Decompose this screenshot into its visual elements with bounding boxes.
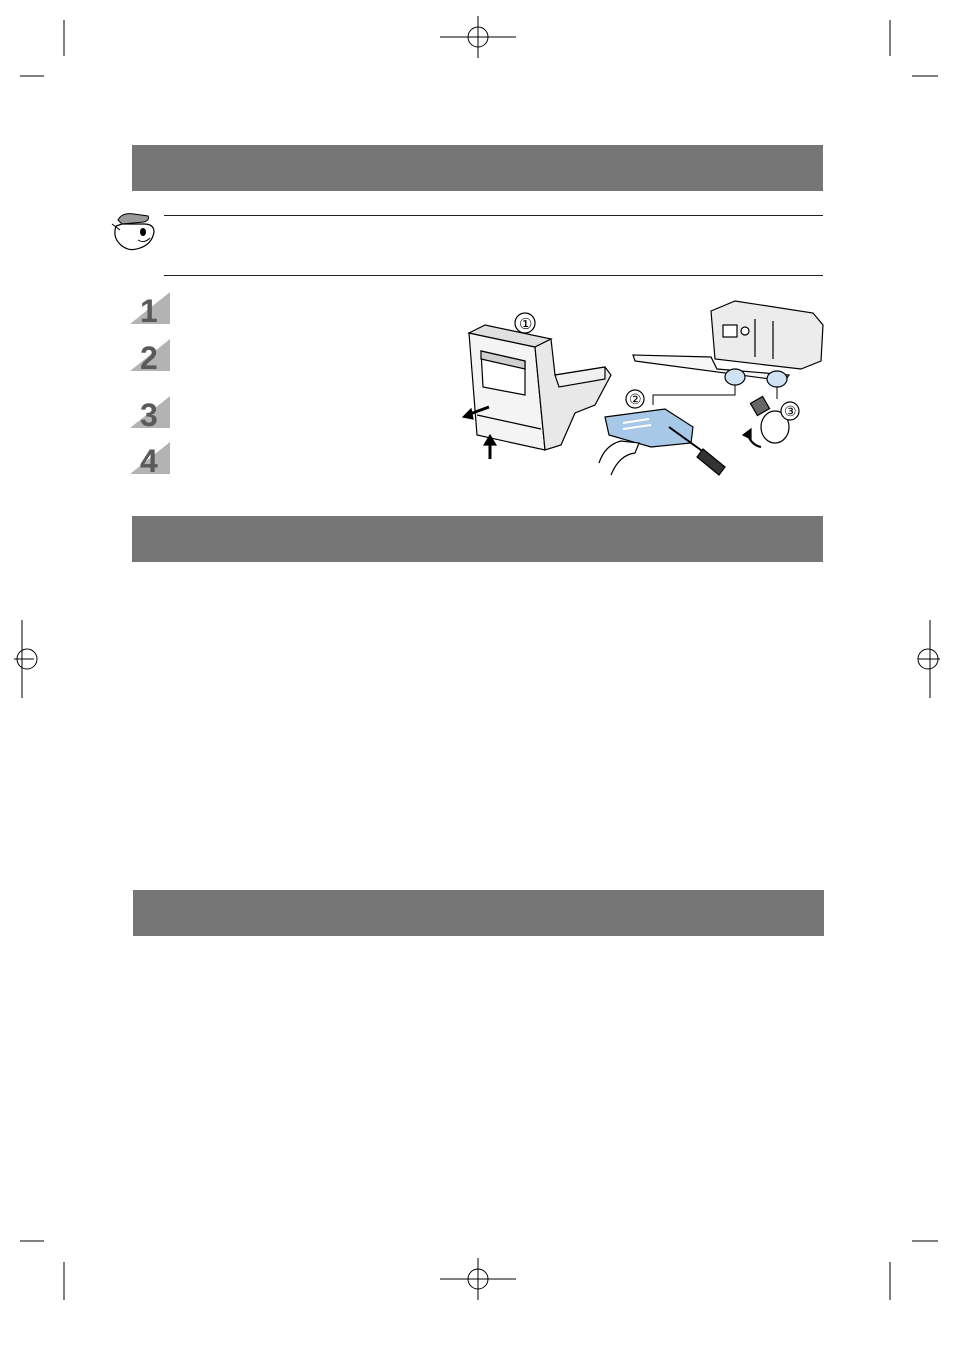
lamp-replacement-illustration — [455, 295, 830, 485]
callout-2-label: ② — [629, 391, 642, 407]
step-3-badge — [130, 396, 170, 432]
step-3-number: 3 — [140, 397, 158, 432]
step-4-badge — [130, 442, 170, 478]
drawer-illustration — [469, 325, 611, 450]
section-header-1 — [132, 145, 823, 191]
step-4 — [130, 442, 170, 478]
callout-1-label: ① — [519, 316, 533, 333]
section-header-3 — [133, 890, 824, 936]
step-1-number: 1 — [140, 293, 158, 328]
chef-mascot-icon — [108, 210, 162, 256]
step-2-badge — [130, 339, 170, 375]
note-top-rule — [164, 215, 823, 216]
step-1 — [130, 292, 170, 328]
lamp-housing-illustration — [633, 301, 823, 381]
step-2-number: 2 — [140, 340, 158, 375]
hand-illustration — [599, 441, 639, 475]
step-2 — [130, 339, 170, 375]
step-list — [130, 292, 430, 482]
step-4-number: 4 — [140, 443, 158, 478]
step-1-badge — [130, 292, 170, 328]
section-header-2 — [132, 516, 823, 562]
note-block — [108, 210, 824, 280]
note-bottom-rule — [164, 275, 823, 276]
step-3 — [130, 396, 170, 432]
callout-3-label: ③ — [784, 403, 797, 419]
